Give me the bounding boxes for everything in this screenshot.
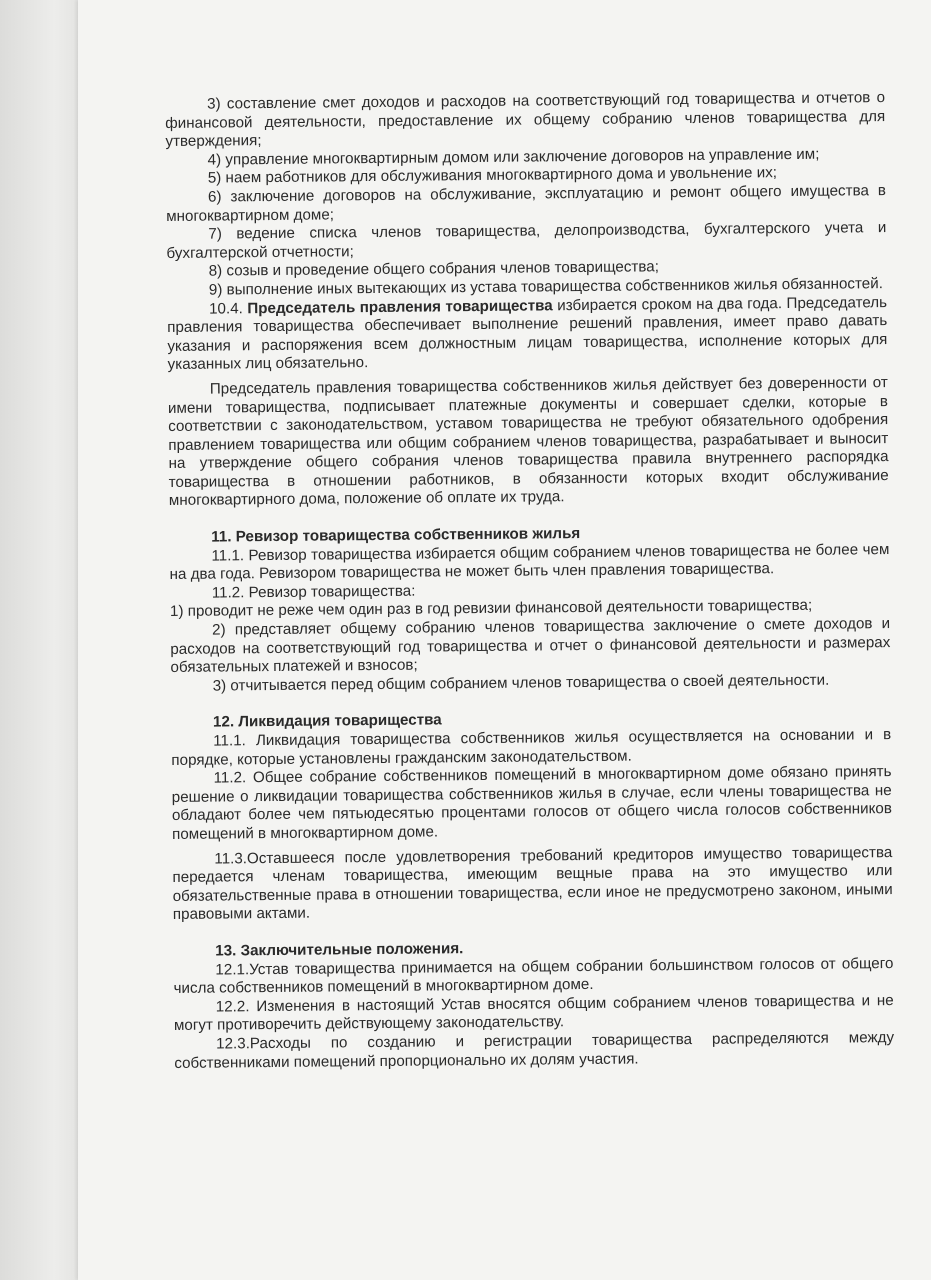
list-item: 4) управление многоквартирным домом или заключение договоров на управление им; bbox=[207, 145, 820, 169]
paragraph-11-2: 11.2. Ревизор товарищества: bbox=[211, 582, 416, 602]
paragraph-10-4 bbox=[167, 294, 888, 375]
list-item: 6) заключение договоров на обслуживание, эксплуатацию и ремонт общего имущества в многоквартирном доме; bbox=[166, 182, 887, 225]
paragraph-13-2: 12.2. Изменения в настоящий Устав вносятся общим собранием членов товарищества и не могут противоречить действующему законодательству. bbox=[173, 991, 894, 1035]
document-body bbox=[165, 89, 894, 1073]
list-item: 3) отчитывается перед общим собранием членов товарищества о своей деятельности. bbox=[212, 671, 830, 695]
paragraph-12-1: 11.1. Ликвидация товарищества собственников жилья осуществляется на основании и в порядке, которые установлены гражданским законодательством. bbox=[171, 726, 892, 769]
list-item: 7) ведение списка членов товарищества, делопроизводства, бухгалтерского учета и бухгалтерской отчетности; bbox=[166, 219, 887, 262]
list-item: 5) наем работников для обслуживания многоквартирного дома и увольнение их; bbox=[207, 164, 778, 187]
clause-bold-term: Председатель правления товарищества bbox=[247, 296, 553, 317]
list-item: 3) составление смет доходов и расходов на соответствующий год товарищества и отчетов о финансовой деятельности, предоставление их общему собранию членов товарищества для утверждения; bbox=[165, 89, 886, 151]
section-12-title: 12. Ликвидация товарищества bbox=[212, 711, 442, 731]
paragraph-chairman: Председатель правления товарищества собственников жилья действует без доверенности от имени товарищества, подписывает платежные документы и совершает сделки, которые в соответствии с законодательством, уставом товарищества не требуют обязательного одобрения правлением товарищества или общим собранием членов товарищества, разрабатывает и выносит на утверждение общего собрания членов товарищества правила внутреннего распорядка товарищества в отношении работников, в обязанности которых входит обслуживание многоквартирного дома, положение об оплате их труда. bbox=[167, 373, 889, 510]
paragraph-12-3: 11.3.Оставшееся после удовлетворения требований кредиторов имущество товарищества передается членам товарищества, имеющим вещные права на это имущество или обязательственные права в отношении товарищества, если иное не предусмотрено законом, иными правовыми актами. bbox=[172, 843, 893, 924]
paragraph-12-2: 11.2. Общее собрание собственников помещений в многоквартирном доме обязано принять решение о ликвидации товарищества собственников жилья в случае, если члены товарищества не обладают более чем пятьюдесятью процентами голосов от общего числа голосов собственников помещений в многоквартирном доме. bbox=[171, 763, 892, 843]
section-13-title: 13. Заключительные положения. bbox=[215, 940, 464, 960]
paragraph-13-3: 12.3.Расходы по созданию и регистрации товарищества распределяются между собственниками помещений пропорционально их долям участия. bbox=[174, 1028, 895, 1072]
list-item: 8) созыв и проведение общего собрания членов товарищества; bbox=[208, 258, 659, 280]
clause-number: 10.4. bbox=[208, 299, 243, 318]
list-item: 1) проводит не реже чем один раз в год ревизии финансовой деятельности товарищества; bbox=[169, 597, 813, 621]
paragraph-13-1: 12.1.Устав товарищества принимается на общем собрании большинством голосов от общего числа собственников помещений в многоквартирном доме. bbox=[173, 954, 894, 998]
list-item: 9) выполнение иных вытекающих из устава товарищества собственников жилья обязанностей. bbox=[208, 275, 883, 299]
clause-text: избирается сроком на два года. Председатель правления товарищества обеспечивает выполнение решений правления, имеет право давать указания и распоряжения всем должностным лицам товарищества, исполнение которых для указанных лиц обязательно. bbox=[167, 293, 888, 374]
section-11-title: 11. Ревизор товарищества собственников жилья bbox=[211, 525, 581, 546]
scan-left-margin bbox=[0, 0, 78, 1280]
list-item: 2) представляет общему собранию членов товарищества заключение о смете доходов и расходов на соответствующий год товарищества и отчет о финансовой деятельности и размерах обязательных платежей и взносов; bbox=[170, 615, 891, 677]
paragraph-11-1: 11.1. Ревизор товарищества избирается общим собранием членов товарищества не более чем на два года. Ревизором товарищества не может быть член правления товарищества. bbox=[169, 540, 890, 584]
